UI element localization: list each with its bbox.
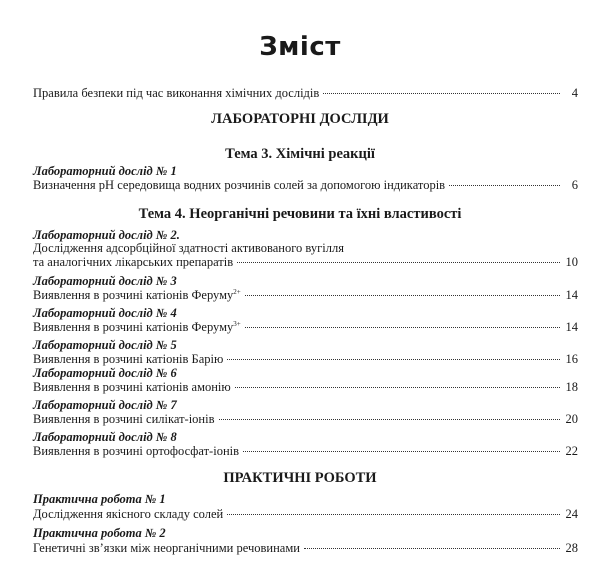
section-heading-labs: ЛАБОРАТОРНІ ДОСЛІДИ [211,111,389,127]
lab-2-text-line1: Дослідження адсорбційної здатності активованого вугілля [33,241,344,255]
dot-leader [235,387,560,388]
topic-heading-4: Тема 4. Неорганічні речовини та їхні властивості [138,206,462,222]
toc-entry-practical-1[interactable] [33,507,578,521]
lab-6-label: Лабораторний дослід № 6 [33,366,177,380]
page-number: 18 [565,380,578,394]
topic-heading-3: Тема 3. Хімічні реакції [225,146,375,162]
section-heading-practicals: ПРАКТИЧНІ РОБОТИ [223,470,377,486]
toc-entry-lab-8[interactable] [33,444,578,458]
lab-8-label: Лабораторний дослід № 8 [33,430,177,444]
page-number: 28 [565,541,578,555]
practical-1-label: Практична робота № 1 [33,492,166,506]
lab-1-label: Лабораторний дослід № 1 [33,164,177,178]
toc-entry-lab-6[interactable] [33,380,578,394]
lab-3-label: Лабораторний дослід № 3 [33,274,177,288]
dot-leader [245,327,560,328]
entry-text: Виявлення в розчині катіонів Феруму$^{2+}$ [33,287,241,302]
page-number: 22 [565,444,578,458]
lab-7-label: Лабораторний дослід № 7 [33,398,177,412]
page-number: 16 [565,352,578,366]
page-title: Зміст [259,32,341,62]
page-number: 6 [571,178,578,192]
dot-leader [227,514,560,515]
page-number: 10 [565,255,578,269]
toc-entry-lab-2[interactable] [33,255,578,269]
dot-leader [304,548,560,549]
ion-charge: 2+ [233,287,241,296]
page-number: 4 [571,86,578,100]
entry-text: та аналогічних лікарських препаратів [33,255,234,269]
toc-entry-lab-4[interactable] [33,320,578,334]
dot-leader [243,451,560,452]
entry-text: Правила безпеки під час виконання хімічних дослідів [33,86,320,100]
dot-leader [227,359,560,360]
toc-entry-lab-7[interactable] [33,412,578,426]
lab-5-label: Лабораторний дослід № 5 [33,338,177,352]
page-number: 14 [565,288,578,302]
dot-leader [449,185,560,186]
toc-entry-lab-1[interactable] [33,178,578,192]
entry-text: Дослідження якісного складу солей [33,507,224,521]
lab-2-label: Лабораторний дослід № 2. [33,228,180,242]
practical-2-label: Практична робота № 2 [33,526,166,540]
entry-text: Виявлення в розчині катіонів Феруму$^{3+}$ [33,319,241,334]
dot-leader [219,419,560,420]
dot-leader [237,262,560,263]
page-number: 20 [565,412,578,426]
ion-charge: 3+ [233,319,241,328]
toc-entry-practical-2[interactable] [33,541,578,555]
toc-entry-safety[interactable] [33,86,578,100]
dot-leader [323,93,560,94]
entry-text: Виявлення в розчині ортофосфат-іонів [33,444,240,458]
entry-text: Визначення рН середовища водних розчинів солей за допомогою індикаторів [33,178,446,192]
page-number: 14 [565,320,578,334]
page-number: 24 [565,507,578,521]
entry-text: Виявлення в розчині силікат-іонів [33,412,215,426]
entry-text: Виявлення в розчині катіонів Барію [33,352,224,366]
lab-4-label: Лабораторний дослід № 4 [33,306,177,320]
entry-text: Виявлення в розчині катіонів амонію [33,380,231,394]
dot-leader [245,295,560,296]
toc-entry-lab-3[interactable] [33,288,578,302]
toc-entry-lab-5[interactable] [33,352,578,366]
entry-text: Генетичні зв’язки між неорганічними речовинами [33,541,300,555]
